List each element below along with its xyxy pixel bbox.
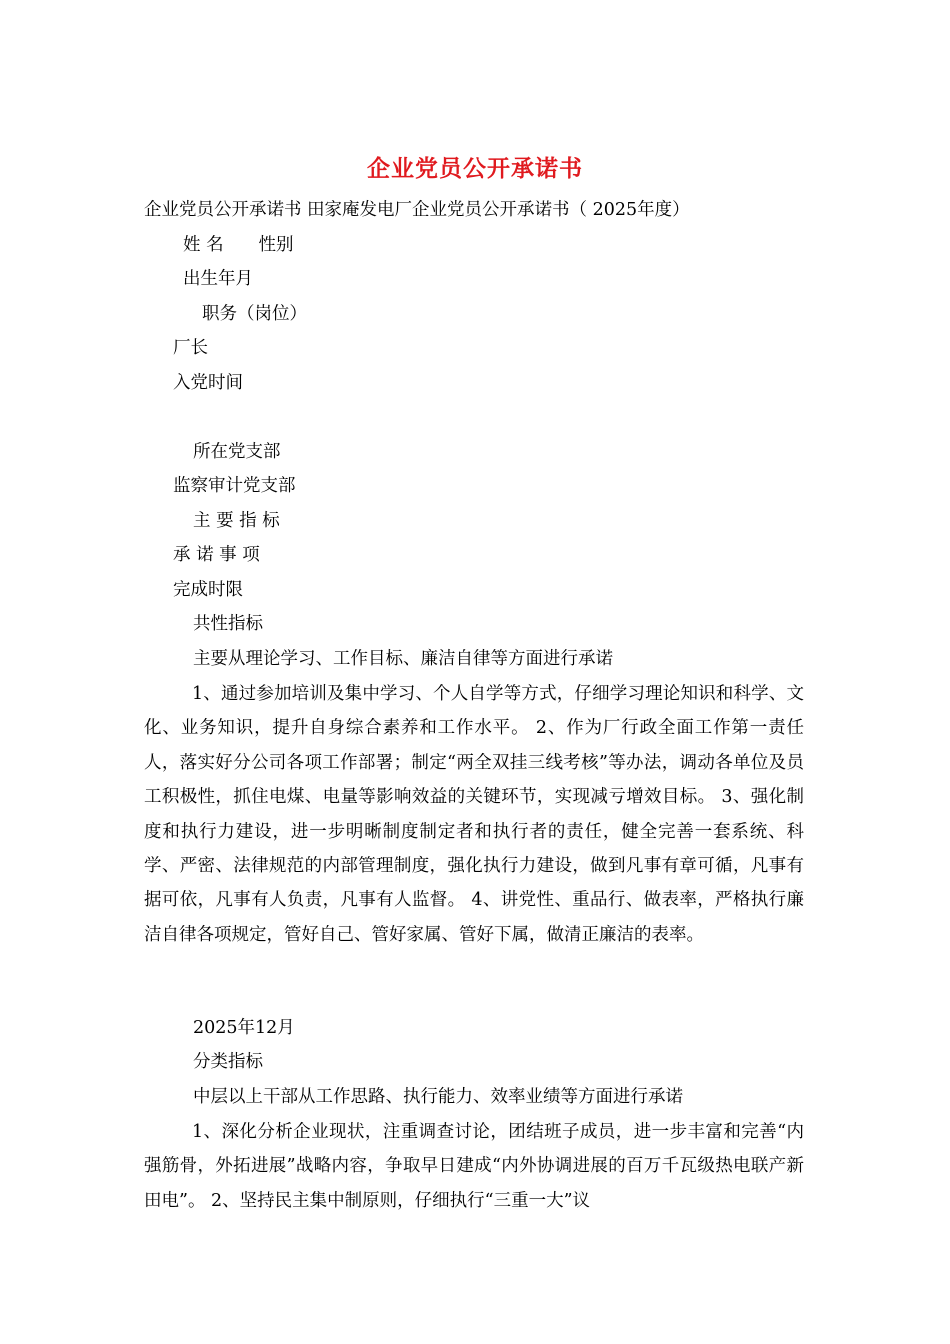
field-position-value: 厂长 [173, 338, 208, 358]
field-name-gender: 姓 名 性别 [183, 235, 294, 255]
document-subtitle: 企业党员公开承诺书 田家庵发电厂企业党员公开承诺书（ 2025年度） [144, 200, 690, 220]
field-main-indicators: 主 要 指 标 [193, 511, 280, 531]
category-heading: 分类指标 [193, 1052, 263, 1072]
common-heading: 共性指标 [193, 614, 263, 634]
field-branch-label: 所在党支部 [193, 442, 281, 462]
document-title: 企业党员公开承诺书 [367, 155, 583, 182]
common-intro: 主要从理论学习、工作目标、廉洁自律等方面进行承诺 [193, 649, 613, 669]
common-date: 2025年12月 [193, 1018, 295, 1038]
category-body: 1、深化分析企业现状，注重调查讨论，团结班子成员，进一步丰富和完善“内强筋骨，外拓进展”战略内容，争取早日建成“内外协调进展的百万千瓦级热电联产新田电”。 2、坚持民主集中制原则，仔细执行“三重一大”议 [144, 1122, 804, 1211]
field-deadline: 完成时限 [173, 580, 243, 600]
field-commitments: 承 诺 事 项 [173, 545, 260, 565]
category-intro: 中层以上干部从工作思路、执行能力、效率业绩等方面进行承诺 [193, 1087, 683, 1107]
field-birth: 出生年月 [183, 269, 253, 289]
field-join-date: 入党时间 [173, 373, 243, 393]
common-body: 1、通过参加培训及集中学习、个人自学等方式，仔细学习理论知识和科学、文化、业务知识，提升自身综合素养和工作水平。 2、作为厂行政全面工作第一责任人，落实好分公司各项工作部署；制定“两全双挂三线考核”等办法，调动各单位及员工积极性，抓住电煤、电量等影响效益的关键环节，实现减亏增效目标。 3、强化制度和执行力建设，进一步明晰制度制定者和执行者的责任，健全完善一套系统、科学、严密、法律规范的内部管理制度，强化执行力建设，做到凡事有章可循，凡事有据可依，凡事有人负责，凡事有人监督。 4、讲党性、重品行、做表率，严格执行廉洁自律各项规定，管好自己、管好家属、管好下属，做清正廉洁的表率。 [144, 684, 804, 945]
field-branch-value: 监察审计党支部 [173, 476, 296, 496]
field-position-label: 职务（岗位） [202, 304, 307, 324]
